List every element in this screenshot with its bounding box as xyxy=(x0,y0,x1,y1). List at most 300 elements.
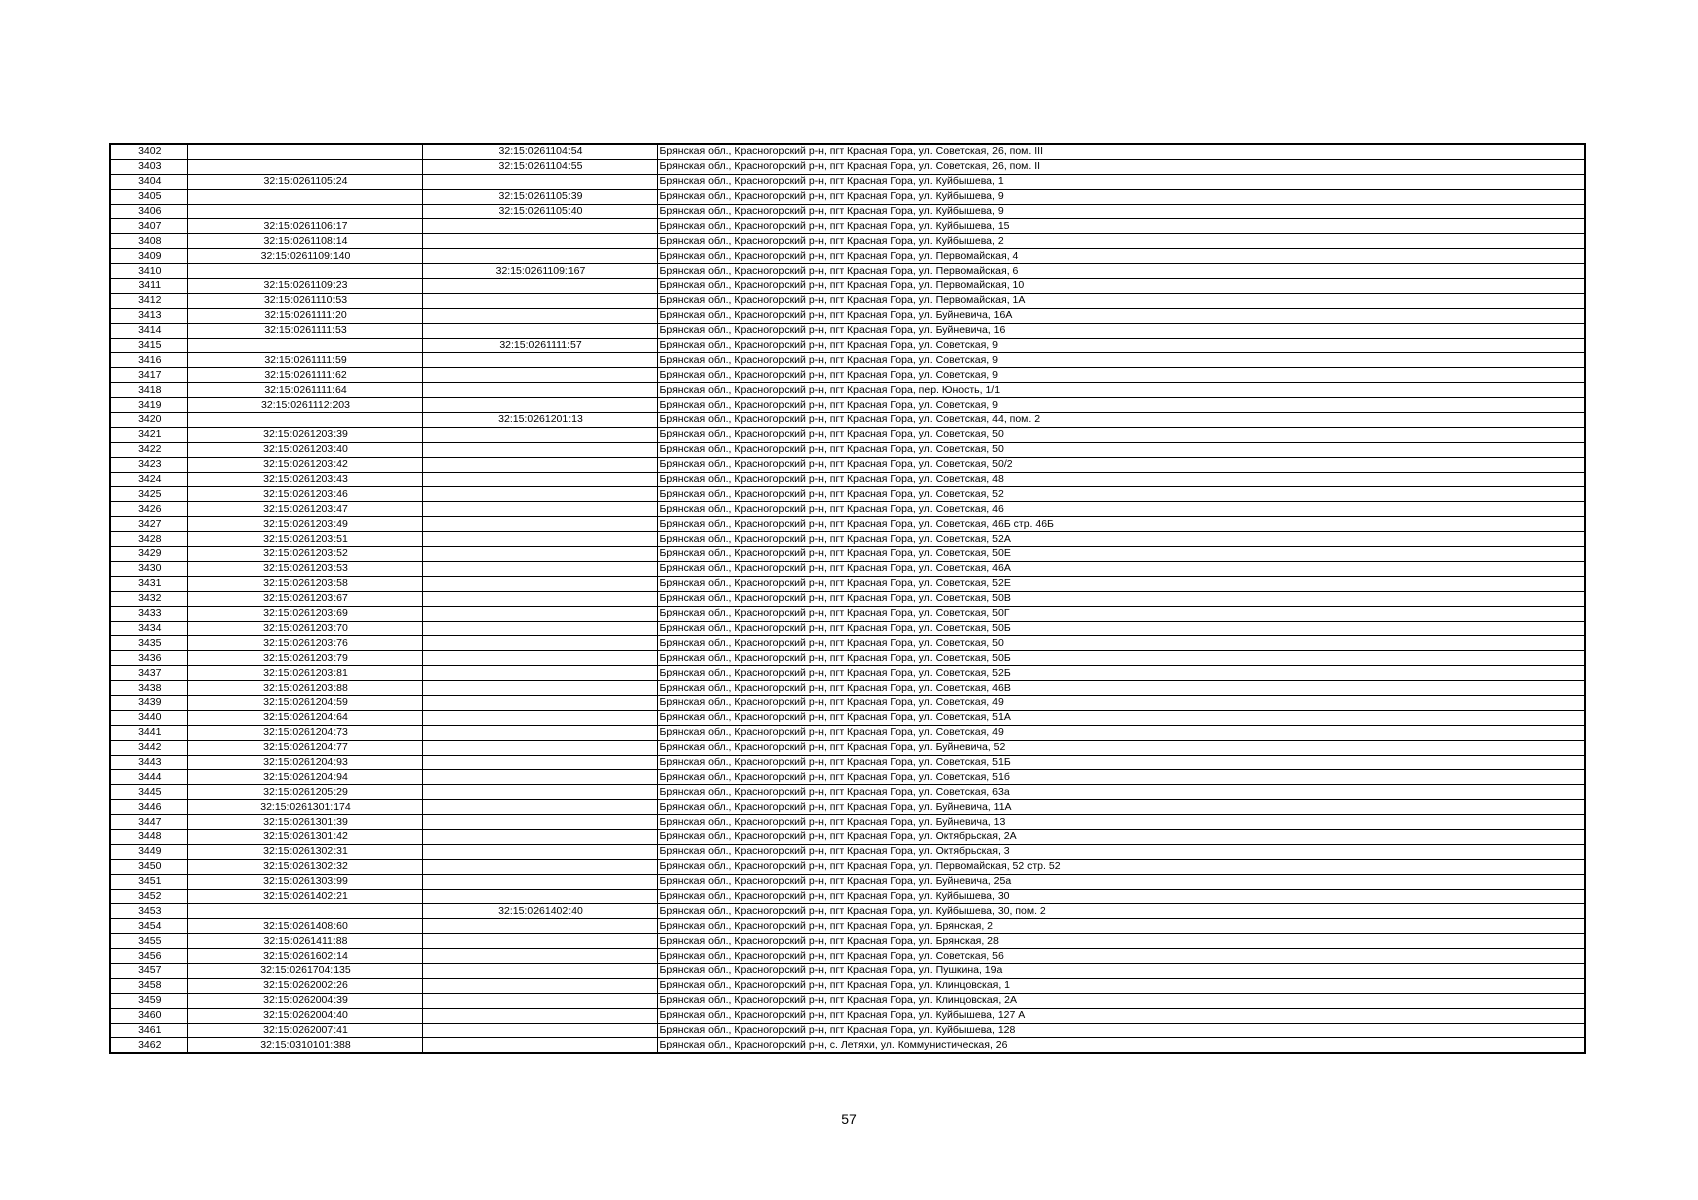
row-number-cell: 3409 xyxy=(110,249,187,264)
table-row xyxy=(110,1038,1585,1053)
table-row xyxy=(110,279,1585,294)
table-row xyxy=(110,919,1585,934)
cadastral-number-cell: 32:15:0261203:70 xyxy=(187,621,422,636)
premises-cadastral-number-cell xyxy=(422,472,657,487)
table-row xyxy=(110,978,1585,993)
address-cell: Брянская обл., Красногорский р-н, пгт Красная Гора, ул. Советская, 56 xyxy=(657,949,1585,964)
row-number-cell: 3436 xyxy=(110,651,187,666)
row-number-cell: 3421 xyxy=(110,427,187,442)
address-cell: Брянская обл., Красногорский р-н, пгт Красная Гора, ул. Советская, 50 xyxy=(657,427,1585,442)
address-cell: Брянская обл., Красногорский р-н, пгт Красная Гора, ул. Советская, 50Г xyxy=(657,606,1585,621)
address-cell: Брянская обл., Красногорский р-н, пгт Красная Гора, ул. Брянская, 2 xyxy=(657,919,1585,934)
row-number-cell: 3411 xyxy=(110,279,187,294)
premises-cadastral-number-cell: 32:15:0261201:13 xyxy=(422,413,657,428)
premises-cadastral-number-cell xyxy=(422,978,657,993)
row-number-cell: 3420 xyxy=(110,413,187,428)
table-row xyxy=(110,934,1585,949)
table-row xyxy=(110,487,1585,502)
premises-cadastral-number-cell xyxy=(422,636,657,651)
cadastral-number-cell: 32:15:0262007:41 xyxy=(187,1023,422,1038)
table-row xyxy=(110,174,1585,189)
cadastral-number-cell xyxy=(187,204,422,219)
row-number-cell: 3429 xyxy=(110,547,187,562)
cadastral-number-cell xyxy=(187,338,422,353)
premises-cadastral-number-cell xyxy=(422,219,657,234)
premises-cadastral-number-cell xyxy=(422,279,657,294)
premises-cadastral-number-cell xyxy=(422,725,657,740)
cadastral-number-cell: 32:15:0261106:17 xyxy=(187,219,422,234)
table-row xyxy=(110,829,1585,844)
premises-cadastral-number-cell xyxy=(422,874,657,889)
table-row xyxy=(110,1008,1585,1023)
address-cell: Брянская обл., Красногорский р-н, пгт Красная Гора, ул. Советская, 46В xyxy=(657,681,1585,696)
premises-cadastral-number-cell xyxy=(422,815,657,830)
cadastral-number-cell xyxy=(187,159,422,174)
cadastral-number-cell xyxy=(187,904,422,919)
row-number-cell: 3426 xyxy=(110,502,187,517)
row-number-cell: 3435 xyxy=(110,636,187,651)
row-number-cell: 3425 xyxy=(110,487,187,502)
row-number-cell: 3413 xyxy=(110,308,187,323)
row-number-cell: 3448 xyxy=(110,829,187,844)
premises-cadastral-number-cell xyxy=(422,963,657,978)
table-row xyxy=(110,219,1585,234)
row-number-cell: 3431 xyxy=(110,576,187,591)
premises-cadastral-number-cell xyxy=(422,606,657,621)
premises-cadastral-number-cell xyxy=(422,398,657,413)
address-cell: Брянская обл., Красногорский р-н, пгт Красная Гора, ул. Советская, 63а xyxy=(657,785,1585,800)
premises-cadastral-number-cell xyxy=(422,249,657,264)
cadastral-number-cell: 32:15:0261112:203 xyxy=(187,398,422,413)
row-number-cell: 3414 xyxy=(110,323,187,338)
row-number-cell: 3446 xyxy=(110,800,187,815)
table-row xyxy=(110,293,1585,308)
premises-cadastral-number-cell xyxy=(422,681,657,696)
table-row xyxy=(110,710,1585,725)
premises-cadastral-number-cell xyxy=(422,502,657,517)
premises-cadastral-number-cell xyxy=(422,457,657,472)
premises-cadastral-number-cell xyxy=(422,427,657,442)
row-number-cell: 3433 xyxy=(110,606,187,621)
cadastral-number-cell: 32:15:0261203:47 xyxy=(187,502,422,517)
address-cell: Брянская обл., Красногорский р-н, пгт Красная Гора, ул. Куйбышева, 9 xyxy=(657,204,1585,219)
table-row xyxy=(110,189,1585,204)
premises-cadastral-number-cell: 32:15:0261104:55 xyxy=(422,159,657,174)
address-cell: Брянская обл., Красногорский р-н, пгт Красная Гора, ул. Первомайская, 52 стр. 52 xyxy=(657,859,1585,874)
premises-cadastral-number-cell xyxy=(422,547,657,562)
premises-cadastral-number-cell xyxy=(422,695,657,710)
cadastral-number-cell: 32:15:0261204:77 xyxy=(187,740,422,755)
address-cell: Брянская обл., Красногорский р-н, пгт Красная Гора, ул. Советская, 46Б стр. 46Б xyxy=(657,517,1585,532)
table-row xyxy=(110,323,1585,338)
row-number-cell: 3418 xyxy=(110,383,187,398)
table-row xyxy=(110,234,1585,249)
row-number-cell: 3428 xyxy=(110,532,187,547)
premises-cadastral-number-cell: 32:15:0261109:167 xyxy=(422,264,657,279)
cadastral-number-cell: 32:15:0261203:53 xyxy=(187,561,422,576)
cadastral-number-cell: 32:15:0310101:388 xyxy=(187,1038,422,1053)
table-row xyxy=(110,591,1585,606)
row-number-cell: 3454 xyxy=(110,919,187,934)
row-number-cell: 3406 xyxy=(110,204,187,219)
premises-cadastral-number-cell xyxy=(422,949,657,964)
cadastral-number-cell: 32:15:0261402:21 xyxy=(187,889,422,904)
row-number-cell: 3442 xyxy=(110,740,187,755)
row-number-cell: 3455 xyxy=(110,934,187,949)
table-row xyxy=(110,249,1585,264)
cadastral-number-cell: 32:15:0261301:174 xyxy=(187,800,422,815)
table-row xyxy=(110,368,1585,383)
address-cell: Брянская обл., Красногорский р-н, пгт Красная Гора, ул. Куйбышева, 30, пом. 2 xyxy=(657,904,1585,919)
cadastral-number-cell: 32:15:0261204:93 xyxy=(187,755,422,770)
row-number-cell: 3462 xyxy=(110,1038,187,1053)
address-cell: Брянская обл., Красногорский р-н, пгт Красная Гора, ул. Советская, 50/2 xyxy=(657,457,1585,472)
table-row xyxy=(110,904,1585,919)
table-row xyxy=(110,338,1585,353)
cadastral-number-cell: 32:15:0261110:53 xyxy=(187,293,422,308)
row-number-cell: 3430 xyxy=(110,561,187,576)
premises-cadastral-number-cell xyxy=(422,383,657,398)
table-row xyxy=(110,472,1585,487)
cadastral-number-cell: 32:15:0261302:32 xyxy=(187,859,422,874)
row-number-cell: 3404 xyxy=(110,174,187,189)
address-cell: Брянская обл., Красногорский р-н, пгт Красная Гора, ул. Первомайская, 4 xyxy=(657,249,1585,264)
premises-cadastral-number-cell xyxy=(422,770,657,785)
premises-cadastral-number-cell xyxy=(422,1038,657,1053)
table-row xyxy=(110,681,1585,696)
cadastral-number-cell: 32:15:0261301:39 xyxy=(187,815,422,830)
cadastral-number-cell: 32:15:0261204:94 xyxy=(187,770,422,785)
address-cell: Брянская обл., Красногорский р-н, пгт Красная Гора, ул. Буйневича, 11А xyxy=(657,800,1585,815)
row-number-cell: 3432 xyxy=(110,591,187,606)
row-number-cell: 3444 xyxy=(110,770,187,785)
address-cell: Брянская обл., Красногорский р-н, пгт Красная Гора, ул. Советская, 50 xyxy=(657,442,1585,457)
address-cell: Брянская обл., Красногорский р-н, пгт Красная Гора, ул. Первомайская, 10 xyxy=(657,279,1585,294)
table-row xyxy=(110,457,1585,472)
cadastral-number-cell: 32:15:0261205:29 xyxy=(187,785,422,800)
table-row xyxy=(110,815,1585,830)
cadastral-number-cell: 32:15:0261111:64 xyxy=(187,383,422,398)
row-number-cell: 3417 xyxy=(110,368,187,383)
premises-cadastral-number-cell xyxy=(422,323,657,338)
cadastral-number-cell: 32:15:0261204:73 xyxy=(187,725,422,740)
table-row xyxy=(110,502,1585,517)
premises-cadastral-number-cell xyxy=(422,755,657,770)
premises-cadastral-number-cell xyxy=(422,576,657,591)
table-row xyxy=(110,993,1585,1008)
address-cell: Брянская обл., Красногорский р-н, пгт Красная Гора, ул. Буйневича, 16А xyxy=(657,308,1585,323)
address-cell: Брянская обл., Красногорский р-н, пгт Красная Гора, ул. Советская, 51б xyxy=(657,770,1585,785)
registry-table xyxy=(109,143,1586,1054)
row-number-cell: 3440 xyxy=(110,710,187,725)
premises-cadastral-number-cell xyxy=(422,919,657,934)
cadastral-number-cell: 32:15:0261203:40 xyxy=(187,442,422,457)
cadastral-number-cell: 32:15:0261204:64 xyxy=(187,710,422,725)
table-row xyxy=(110,636,1585,651)
address-cell: Брянская обл., Красногорский р-н, пгт Красная Гора, ул. Советская, 46 xyxy=(657,502,1585,517)
row-number-cell: 3423 xyxy=(110,457,187,472)
address-cell: Брянская обл., Красногорский р-н, пгт Красная Гора, ул. Куйбышева, 30 xyxy=(657,889,1585,904)
cadastral-number-cell: 32:15:0262004:39 xyxy=(187,993,422,1008)
table-row xyxy=(110,695,1585,710)
table-row xyxy=(110,666,1585,681)
address-cell: Брянская обл., Красногорский р-н, пгт Красная Гора, ул. Первомайская, 6 xyxy=(657,264,1585,279)
address-cell: Брянская обл., Красногорский р-н, пгт Красная Гора, ул. Советская, 49 xyxy=(657,725,1585,740)
address-cell: Брянская обл., Красногорский р-н, пгт Красная Гора, ул. Советская, 9 xyxy=(657,338,1585,353)
premises-cadastral-number-cell xyxy=(422,368,657,383)
table-row xyxy=(110,442,1585,457)
cadastral-number-cell: 32:15:0261203:52 xyxy=(187,547,422,562)
cadastral-number-cell: 32:15:0261203:81 xyxy=(187,666,422,681)
address-cell: Брянская обл., Красногорский р-н, пгт Красная Гора, ул. Куйбышева, 1 xyxy=(657,174,1585,189)
cadastral-number-cell xyxy=(187,189,422,204)
cadastral-number-cell: 32:15:0261203:69 xyxy=(187,606,422,621)
cadastral-number-cell: 32:15:0261408:60 xyxy=(187,919,422,934)
table-row xyxy=(110,398,1585,413)
table-row xyxy=(110,427,1585,442)
premises-cadastral-number-cell xyxy=(422,844,657,859)
address-cell: Брянская обл., Красногорский р-н, пгт Красная Гора, ул. Советская, 52 xyxy=(657,487,1585,502)
row-number-cell: 3443 xyxy=(110,755,187,770)
address-cell: Брянская обл., Красногорский р-н, пгт Красная Гора, ул. Советская, 50Е xyxy=(657,547,1585,562)
row-number-cell: 3459 xyxy=(110,993,187,1008)
table-row xyxy=(110,1023,1585,1038)
row-number-cell: 3434 xyxy=(110,621,187,636)
premises-cadastral-number-cell xyxy=(422,1023,657,1038)
premises-cadastral-number-cell xyxy=(422,517,657,532)
cadastral-number-cell: 32:15:0261203:79 xyxy=(187,651,422,666)
address-cell: Брянская обл., Красногорский р-н, пгт Красная Гора, ул. Советская, 50Б xyxy=(657,621,1585,636)
row-number-cell: 3445 xyxy=(110,785,187,800)
address-cell: Брянская обл., Красногорский р-н, пгт Красная Гора, ул. Октябрьская, 2А xyxy=(657,829,1585,844)
premises-cadastral-number-cell xyxy=(422,621,657,636)
table-row xyxy=(110,547,1585,562)
premises-cadastral-number-cell: 32:15:0261402:40 xyxy=(422,904,657,919)
table-row xyxy=(110,844,1585,859)
table-row xyxy=(110,308,1585,323)
row-number-cell: 3405 xyxy=(110,189,187,204)
address-cell: Брянская обл., Красногорский р-н, пгт Красная Гора, ул. Буйневича, 16 xyxy=(657,323,1585,338)
cadastral-number-cell: 32:15:0261111:59 xyxy=(187,353,422,368)
table-row xyxy=(110,204,1585,219)
cadastral-number-cell: 32:15:0261203:58 xyxy=(187,576,422,591)
address-cell: Брянская обл., Красногорский р-н, пгт Красная Гора, ул. Советская, 50В xyxy=(657,591,1585,606)
row-number-cell: 3416 xyxy=(110,353,187,368)
cadastral-number-cell xyxy=(187,144,422,159)
table-row xyxy=(110,576,1585,591)
premises-cadastral-number-cell xyxy=(422,859,657,874)
address-cell: Брянская обл., Красногорский р-н, пгт Красная Гора, ул. Пушкина, 19а xyxy=(657,963,1585,978)
address-cell: Брянская обл., Красногорский р-н, пгт Красная Гора, ул. Буйневича, 13 xyxy=(657,815,1585,830)
premises-cadastral-number-cell xyxy=(422,532,657,547)
cadastral-number-cell: 32:15:0261203:49 xyxy=(187,517,422,532)
table-row xyxy=(110,159,1585,174)
cadastral-number-cell: 32:15:0261704:135 xyxy=(187,963,422,978)
cadastral-number-cell: 32:15:0261203:39 xyxy=(187,427,422,442)
cadastral-number-cell: 32:15:0262004:40 xyxy=(187,1008,422,1023)
address-cell: Брянская обл., Красногорский р-н, пгт Красная Гора, ул. Брянская, 28 xyxy=(657,934,1585,949)
address-cell: Брянская обл., Красногорский р-н, пгт Красная Гора, ул. Советская, 48 xyxy=(657,472,1585,487)
row-number-cell: 3451 xyxy=(110,874,187,889)
table-row xyxy=(110,889,1585,904)
table-row xyxy=(110,651,1585,666)
address-cell: Брянская обл., Красногорский р-н, пгт Красная Гора, ул. Советская, 46А xyxy=(657,561,1585,576)
row-number-cell: 3461 xyxy=(110,1023,187,1038)
cadastral-number-cell: 32:15:0261203:42 xyxy=(187,457,422,472)
address-cell: Брянская обл., Красногорский р-н, пгт Красная Гора, пер. Юность, 1/1 xyxy=(657,383,1585,398)
row-number-cell: 3437 xyxy=(110,666,187,681)
cadastral-number-cell: 32:15:0261203:88 xyxy=(187,681,422,696)
address-cell: Брянская обл., Красногорский р-н, пгт Красная Гора, ул. Советская, 51Б xyxy=(657,755,1585,770)
address-cell: Брянская обл., Красногорский р-н, пгт Красная Гора, ул. Куйбышева, 15 xyxy=(657,219,1585,234)
cadastral-number-cell xyxy=(187,264,422,279)
cadastral-number-cell: 32:15:0261111:62 xyxy=(187,368,422,383)
address-cell: Брянская обл., Красногорский р-н, пгт Красная Гора, ул. Советская, 26, пом. II xyxy=(657,159,1585,174)
cadastral-number-cell: 32:15:0261203:43 xyxy=(187,472,422,487)
address-cell: Брянская обл., Красногорский р-н, пгт Красная Гора, ул. Советская, 52Б xyxy=(657,666,1585,681)
cadastral-number-cell: 32:15:0261204:59 xyxy=(187,695,422,710)
cadastral-number-cell: 32:15:0261602:14 xyxy=(187,949,422,964)
cadastral-number-cell: 32:15:0261203:67 xyxy=(187,591,422,606)
address-cell: Брянская обл., Красногорский р-н, пгт Красная Гора, ул. Первомайская, 1А xyxy=(657,293,1585,308)
cadastral-number-cell: 32:15:0261203:51 xyxy=(187,532,422,547)
table-row xyxy=(110,859,1585,874)
address-cell: Брянская обл., Красногорский р-н, пгт Красная Гора, ул. Советская, 50 xyxy=(657,636,1585,651)
table-row xyxy=(110,561,1585,576)
address-cell: Брянская обл., Красногорский р-н, пгт Красная Гора, ул. Советская, 49 xyxy=(657,695,1585,710)
page-number: 57 xyxy=(841,1111,857,1127)
cadastral-number-cell: 32:15:0261105:24 xyxy=(187,174,422,189)
row-number-cell: 3460 xyxy=(110,1008,187,1023)
cadastral-number-cell: 32:15:0261203:46 xyxy=(187,487,422,502)
address-cell: Брянская обл., Красногорский р-н, пгт Красная Гора, ул. Советская, 50Б xyxy=(657,651,1585,666)
address-cell: Брянская обл., Красногорский р-н, пгт Красная Гора, ул. Куйбышева, 9 xyxy=(657,189,1585,204)
table-row xyxy=(110,144,1585,159)
premises-cadastral-number-cell xyxy=(422,353,657,368)
address-cell: Брянская обл., Красногорский р-н, пгт Красная Гора, ул. Советская, 51А xyxy=(657,710,1585,725)
address-cell: Брянская обл., Красногорский р-н, пгт Красная Гора, ул. Куйбышева, 127 А xyxy=(657,1008,1585,1023)
cadastral-number-cell: 32:15:0261108:14 xyxy=(187,234,422,249)
address-cell: Брянская обл., Красногорский р-н, с. Летяхи, ул. Коммунистическая, 26 xyxy=(657,1038,1585,1053)
table-row xyxy=(110,800,1585,815)
table-row xyxy=(110,606,1585,621)
premises-cadastral-number-cell xyxy=(422,993,657,1008)
row-number-cell: 3458 xyxy=(110,978,187,993)
table-row xyxy=(110,874,1585,889)
address-cell: Брянская обл., Красногорский р-н, пгт Красная Гора, ул. Советская, 9 xyxy=(657,353,1585,368)
premises-cadastral-number-cell xyxy=(422,785,657,800)
premises-cadastral-number-cell: 32:15:0261104:54 xyxy=(422,144,657,159)
table-row xyxy=(110,785,1585,800)
premises-cadastral-number-cell xyxy=(422,710,657,725)
premises-cadastral-number-cell: 32:15:0261105:40 xyxy=(422,204,657,219)
address-cell: Брянская обл., Красногорский р-н, пгт Красная Гора, ул. Советская, 9 xyxy=(657,368,1585,383)
row-number-cell: 3419 xyxy=(110,398,187,413)
table-row xyxy=(110,963,1585,978)
cadastral-number-cell: 32:15:0261301:42 xyxy=(187,829,422,844)
table-row xyxy=(110,264,1585,279)
premises-cadastral-number-cell xyxy=(422,651,657,666)
cadastral-number-cell: 32:15:0261411:88 xyxy=(187,934,422,949)
row-number-cell: 3412 xyxy=(110,293,187,308)
cadastral-number-cell: 32:15:0261303:99 xyxy=(187,874,422,889)
premises-cadastral-number-cell xyxy=(422,174,657,189)
table-row xyxy=(110,770,1585,785)
cadastral-number-cell: 32:15:0261111:53 xyxy=(187,323,422,338)
address-cell: Брянская обл., Красногорский р-н, пгт Красная Гора, ул. Клинцовская, 1 xyxy=(657,978,1585,993)
table-row xyxy=(110,755,1585,770)
row-number-cell: 3402 xyxy=(110,144,187,159)
table-row xyxy=(110,740,1585,755)
premises-cadastral-number-cell: 32:15:0261105:39 xyxy=(422,189,657,204)
address-cell: Брянская обл., Красногорский р-н, пгт Красная Гора, ул. Советская, 52Е xyxy=(657,576,1585,591)
premises-cadastral-number-cell xyxy=(422,442,657,457)
row-number-cell: 3403 xyxy=(110,159,187,174)
address-cell: Брянская обл., Красногорский р-н, пгт Красная Гора, ул. Куйбышева, 128 xyxy=(657,1023,1585,1038)
row-number-cell: 3450 xyxy=(110,859,187,874)
cadastral-number-cell: 32:15:0262002:26 xyxy=(187,978,422,993)
row-number-cell: 3407 xyxy=(110,219,187,234)
premises-cadastral-number-cell: 32:15:0261111:57 xyxy=(422,338,657,353)
cadastral-number-cell: 32:15:0261109:140 xyxy=(187,249,422,264)
row-number-cell: 3415 xyxy=(110,338,187,353)
registry-table-body xyxy=(110,144,1585,1053)
row-number-cell: 3439 xyxy=(110,695,187,710)
row-number-cell: 3441 xyxy=(110,725,187,740)
cadastral-number-cell xyxy=(187,413,422,428)
premises-cadastral-number-cell xyxy=(422,829,657,844)
address-cell: Брянская обл., Красногорский р-н, пгт Красная Гора, ул. Буйневича, 25а xyxy=(657,874,1585,889)
table-row xyxy=(110,725,1585,740)
premises-cadastral-number-cell xyxy=(422,561,657,576)
address-cell: Брянская обл., Красногорский р-н, пгт Красная Гора, ул. Куйбышева, 2 xyxy=(657,234,1585,249)
row-number-cell: 3408 xyxy=(110,234,187,249)
cadastral-number-cell: 32:15:0261109:23 xyxy=(187,279,422,294)
table-row xyxy=(110,383,1585,398)
premises-cadastral-number-cell xyxy=(422,487,657,502)
cadastral-number-cell: 32:15:0261203:76 xyxy=(187,636,422,651)
table-row xyxy=(110,532,1585,547)
address-cell: Брянская обл., Красногорский р-н, пгт Красная Гора, ул. Октябрьская, 3 xyxy=(657,844,1585,859)
address-cell: Брянская обл., Красногорский р-н, пгт Красная Гора, ул. Клинцовская, 2А xyxy=(657,993,1585,1008)
row-number-cell: 3427 xyxy=(110,517,187,532)
address-cell: Брянская обл., Красногорский р-н, пгт Красная Гора, ул. Советская, 26, пом. III xyxy=(657,144,1585,159)
table-row xyxy=(110,413,1585,428)
row-number-cell: 3447 xyxy=(110,815,187,830)
table-row xyxy=(110,621,1585,636)
premises-cadastral-number-cell xyxy=(422,666,657,681)
table-row xyxy=(110,517,1585,532)
row-number-cell: 3456 xyxy=(110,949,187,964)
address-cell: Брянская обл., Красногорский р-н, пгт Красная Гора, ул. Советская, 44, пом. 2 xyxy=(657,413,1585,428)
row-number-cell: 3452 xyxy=(110,889,187,904)
premises-cadastral-number-cell xyxy=(422,740,657,755)
row-number-cell: 3438 xyxy=(110,681,187,696)
address-cell: Брянская обл., Красногорский р-н, пгт Красная Гора, ул. Советская, 52А xyxy=(657,532,1585,547)
premises-cadastral-number-cell xyxy=(422,934,657,949)
premises-cadastral-number-cell xyxy=(422,293,657,308)
row-number-cell: 3424 xyxy=(110,472,187,487)
row-number-cell: 3453 xyxy=(110,904,187,919)
premises-cadastral-number-cell xyxy=(422,889,657,904)
address-cell: Брянская обл., Красногорский р-н, пгт Красная Гора, ул. Буйневича, 52 xyxy=(657,740,1585,755)
premises-cadastral-number-cell xyxy=(422,591,657,606)
address-cell: Брянская обл., Красногорский р-н, пгт Красная Гора, ул. Советская, 9 xyxy=(657,398,1585,413)
premises-cadastral-number-cell xyxy=(422,308,657,323)
row-number-cell: 3410 xyxy=(110,264,187,279)
row-number-cell: 3422 xyxy=(110,442,187,457)
table-row xyxy=(110,949,1585,964)
